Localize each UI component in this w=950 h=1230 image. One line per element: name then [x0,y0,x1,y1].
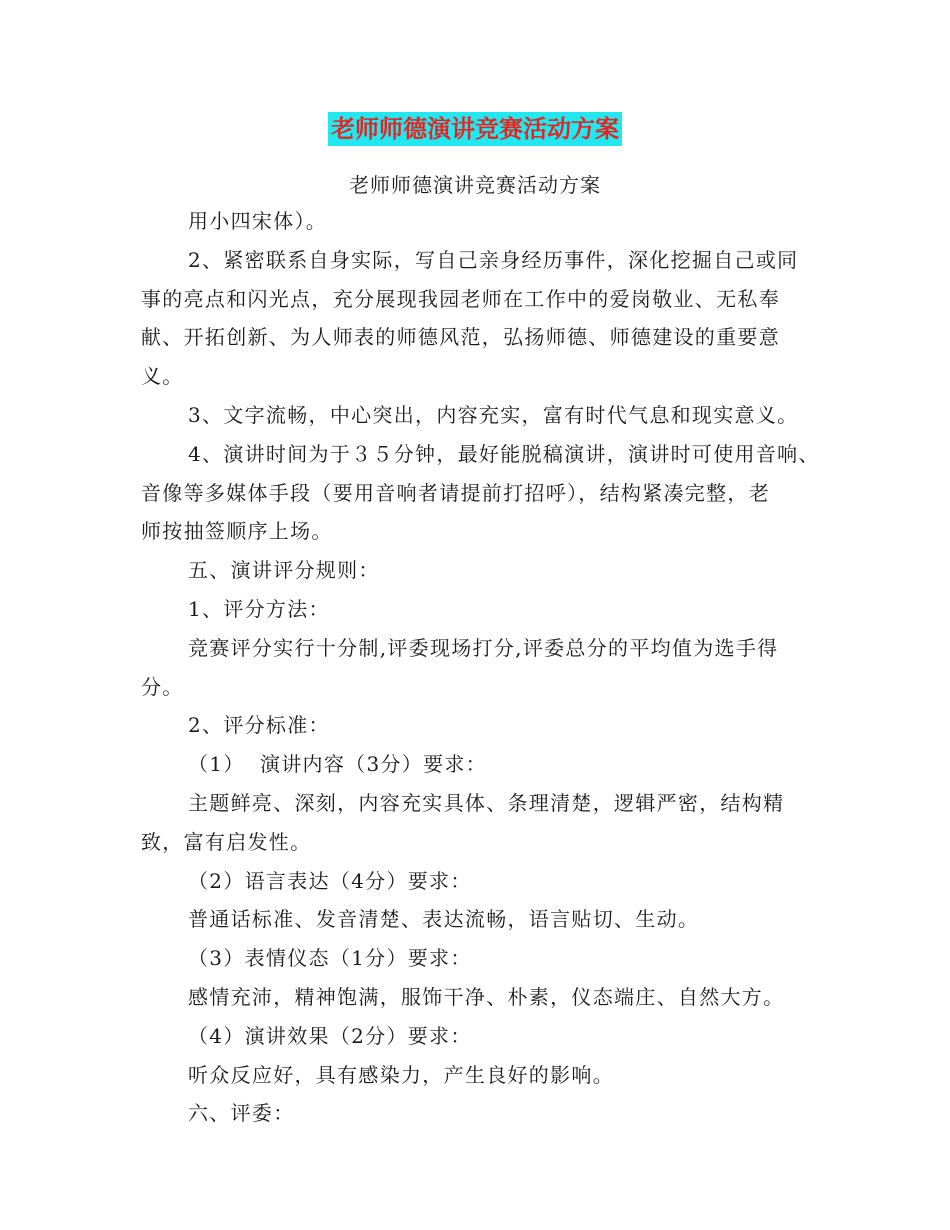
document-heading: 老师师德演讲竞赛活动方案 [328,112,622,146]
body-line: （3）表情仪态（1分）要求： [188,946,472,971]
body-line: 1、评分方法： [188,596,330,621]
body-line: 2、紧密联系自身实际，写自己亲身经历事件，深化挖掘自己或同 [188,247,799,272]
body-line: 竞赛评分实行十分制,评委现场打分,评委总分的平均值为选手得 [188,635,779,660]
body-line: 五、演讲评分规则： [188,558,380,583]
body-line: 分。 [141,674,184,699]
body-line: 感情充沛，精神饱满，服饰干净、朴素，仪态端庄、自然大方。 [188,984,785,1009]
body-line: 听众反应好，具有感染力，产生良好的影响。 [188,1062,614,1087]
body-line: 献、开拓创新、为人师表的师德风范，弘扬师德、师德建设的重要意 [141,325,780,350]
body-line: 义。 [141,364,184,389]
body-line: 3、文字流畅，中心突出，内容充实，富有时代气息和现实意义。 [188,402,799,427]
body-line: 六、评委： [188,1101,295,1126]
body-line: 事的亮点和闪光点，充分展现我园老师在工作中的爱岗敬业、无私奉 [141,286,780,311]
body-line: 音像等多媒体手段（要用音响者请提前打招呼），结构紧凑完整，老 [141,480,770,505]
body-line: （2）语言表达（4分）要求： [188,868,472,893]
heading-container [0,112,950,146]
body-line: 2、评分标准： [188,713,330,738]
body-line: 师按抽签顺序上场。 [141,519,333,544]
document-body [141,202,831,1133]
body-line: （4）演讲效果（2分）要求： [188,1023,472,1048]
body-line: 致，富有启发性。 [141,829,312,854]
body-line: 4、演讲时间为于３５分钟，最好能脱稿演讲，演讲时可使用音响、 [188,441,820,466]
body-line: 用小四宋体）。 [188,209,328,233]
body-line: 主题鲜亮、深刻，内容充实具体、条理清楚，逻辑严密，结构精 [188,790,785,815]
body-line: 普通话标准、发音清楚、表达流畅，语言贴切、生动。 [188,907,700,932]
body-line: （1） 演讲内容（3分）要求： [188,752,487,777]
document-subheading: 老师师德演讲竞赛活动方案 [349,173,601,197]
